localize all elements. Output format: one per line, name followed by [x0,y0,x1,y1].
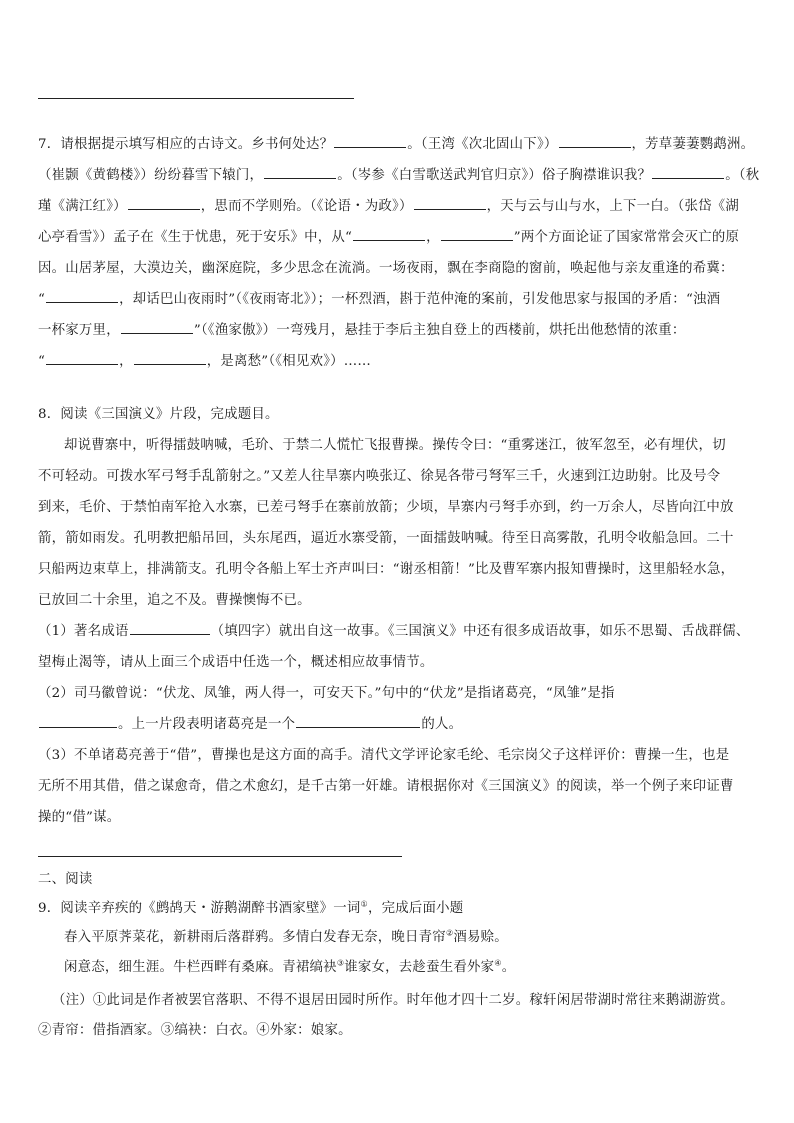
q8-sub-2: （2）司马徽曾说：“伏龙、凤雏，两人得一，可安天下。”句中的“伏龙”是指诸葛亮，“凤雏”是指 [38,686,615,701]
answer-blank[interactable] [46,288,118,303]
answer-blank[interactable] [264,164,336,179]
passage-line: 却说曹寨中，听得擂鼓呐喊，毛玠、于禁二人慌忙飞报曹操。操传令曰：“重雾迷江，彼军忽至，必有埋伏，切 [64,438,726,453]
passage-line: 箭，箭如雨发。孔明教把船吊回，头东尾西，逼近水寨受箭，一面擂鼓呐喊。待至日高雾散，孔明令收船急回。二十 [38,531,734,546]
q7-line-2: （崔颢《黄鹤楼》）纷纷暮雪下辕门， 。（岑参《白雪歌送武判官归京》）俗子胸襟谁识我？ 。（秋 [38,160,760,191]
section-divider [38,856,402,857]
passage-line: 到来，毛价、于禁怕南军抢入水寨，已差弓弩手在寨前放箭；少顷，旱寨内弓弩手亦到，约一万余人，尽皆向江中放 [38,500,734,515]
answer-blank[interactable] [414,195,486,210]
passage-line: 已放回二十余里，追之不及。曹操懊悔不已。 [38,593,311,608]
question-8 [38,399,760,833]
top-divider [38,98,354,99]
section-heading: 二、阅读 [38,872,93,887]
passage-line: 不可轻动。可拨水军弓弩手乱箭射之。”又差人往旱寨内唤张辽、徐晃各带弓弩军三千，火速到江边助射。比及号令 [38,469,721,484]
answer-blank[interactable] [652,164,724,179]
q8-sub-1: （1）著名成语 （填四字）就出自这一故事。《三国演义》中还有很多成语故事，如乐不思蜀、舌战群儒、 [38,616,760,647]
answer-blank[interactable] [353,226,425,241]
question-7 [38,129,760,377]
q7-line-5: 因。山居茅屋，大漠边关，幽深庭院，多少思念在流淌。一场夜雨，飘在李商隐的窗前，唤起他与亲友重逢的希冀： [38,261,734,276]
q8-title: 8．阅读《三国演义》片段，完成题目。 [38,407,279,422]
q7-line-1: 7．请根据提示填写相应的古诗文。乡书何处达？ 。（王湾《次北固山下》） ，芳草萋萋鹦鹉洲。 [38,129,760,160]
section-reading [38,865,760,1046]
answer-blank[interactable] [121,319,193,334]
poem-line-1: 春入平原荠菜花，新耕雨后落群鸦。多情白发春无奈，晚日青帘②酒易赊。 [64,928,508,945]
q8-sub-1-cont: 望梅止渴等，请从上面三个成语中任选一个，概述相应故事情节。 [38,655,434,670]
answer-blank[interactable] [134,350,206,365]
q7-line-7: 一杯家万里， ”（《渔家傲》）一弯残月，悬挂于李后主独自登上的西楼前，烘托出他愁情的浓重： [38,315,760,346]
answer-blank[interactable] [296,713,420,728]
q7-line-4: 心亭看雪》）孟子在《生于忧患，死于安乐》中，从“ ， ”两个方面论证了国家常常会灭亡的原 [38,222,760,253]
q8-sub-3: （3）不单诸葛亮善于“借”，曹操也是这方面的高手。清代文学评论家毛纶、毛宗岗父子这样评价：曹操一生，也是 [38,748,730,763]
answer-blank[interactable] [39,713,117,728]
answer-blank[interactable] [130,620,210,635]
q8-sub-2-cont: 。上一片段表明诸葛亮是一个 的人。 [38,709,760,740]
answer-blank[interactable] [334,133,406,148]
answer-blank[interactable] [559,133,631,148]
answer-blank[interactable] [128,195,200,210]
q7-line-8: “ ， ，是离愁”（《相见欢》）…… [38,346,760,377]
q8-sub-3-cont: 无所不用其借，借之谋愈奇，借之术愈幻，是千古第一奸雄。请根据你对《三国演义》的阅读，举一个例子来印证曹 [38,779,734,794]
q9-title: 9．阅读辛弃疾的《鹧鸪天・游鹅湖醉书酒家壁》一词①，完成后面小题 [38,899,464,916]
q7-line-6: “ ，却话巴山夜雨时”（《夜雨寄北》）；一杯烈酒，斟于范仲淹的案前，引发他思家与报国的矛盾：“浊酒 [38,284,760,315]
poem-note: （注）①此词是作者被罢官落职、不得不退居田园时所作。时年他才四十二岁。稼轩闲居带湖时常往来鹅湖游赏。 [52,993,735,1008]
answer-blank[interactable] [441,226,513,241]
poem-note: ②青帘：借指酒家。③缟袂：白衣。④外家：娘家。 [38,1023,352,1038]
answer-blank[interactable] [46,350,118,365]
poem-line-2: 闲意态，细生涯。牛栏西畔有桑麻。青裙缟袂③谁家女，去趁蚕生看外家④。 [64,958,516,975]
q8-sub-3-cont: 操的“借”谋。 [38,810,121,825]
passage-line: 只船两边束草上，排满箭支。孔明令各船上军士齐声叫曰：“谢丞相箭！”比及曹军寨内报知曹操时，这里船轻水急， [38,562,735,577]
q7-line-3: 瑾《满江红》） ，思而不学则殆。（《论语・为政》） ，天与云与山与水，上下一白。（张岱《湖 [38,191,760,222]
